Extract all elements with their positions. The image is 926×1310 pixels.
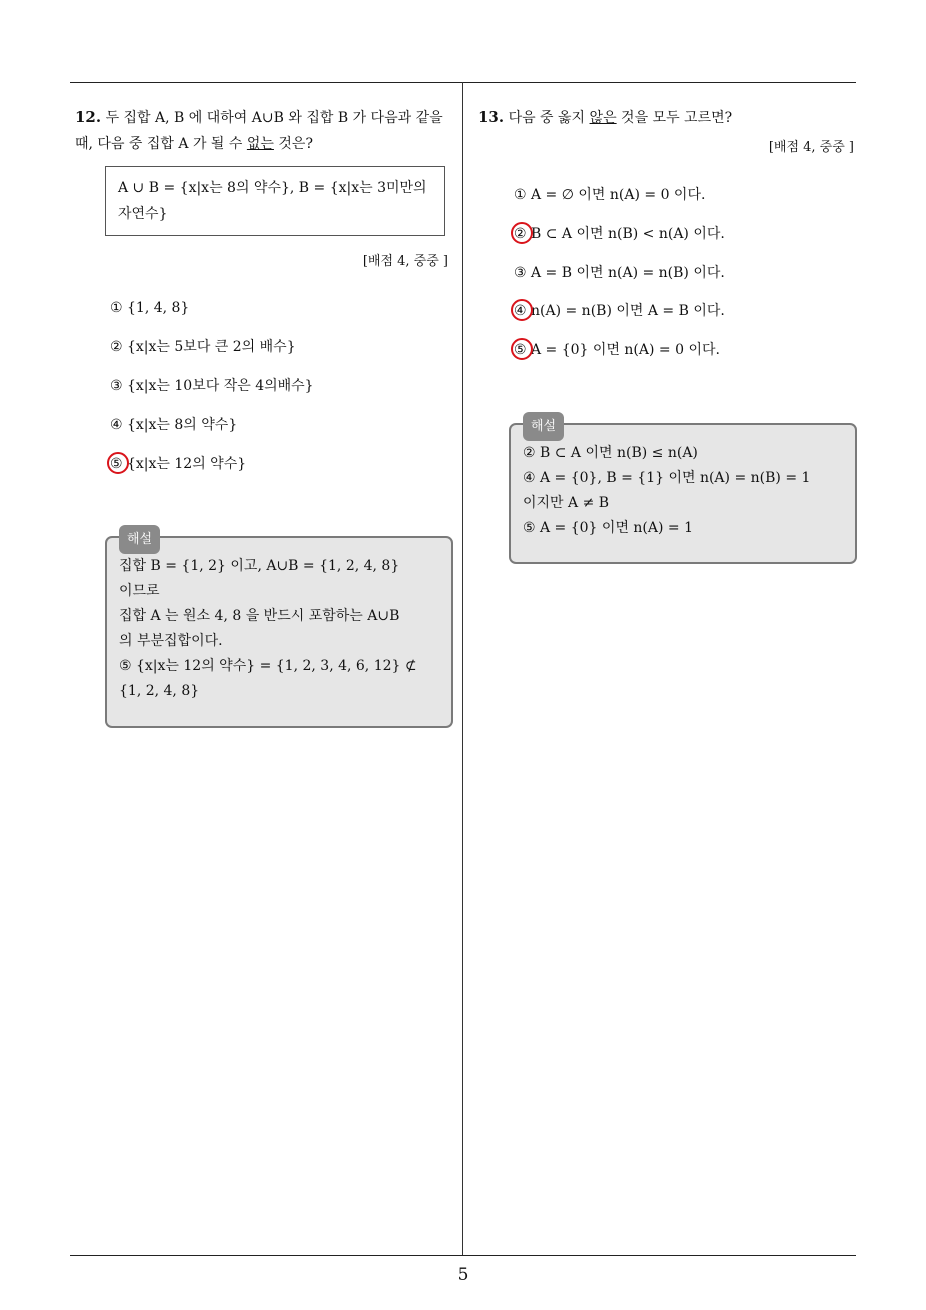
q13-choice-2-text: ② B ⊂ A 이면 n(B) < n(A) 이다. <box>514 226 725 242</box>
solution-tag: 해설 <box>119 525 160 554</box>
solution-line: ⑤ {x|x는 12의 약수} = {1, 2, 3, 4, 6, 12} ⊄ <box>119 658 417 674</box>
solution-line: ⑤ A = {0} 이면 n(A) = 1 <box>523 520 694 536</box>
question-12 <box>75 104 455 157</box>
q12-choice-2[interactable]: ② {x|x는 5보다 큰 2의 배수} <box>110 339 296 355</box>
q13-choice-5[interactable] <box>514 339 720 361</box>
q13-choice-4-text: ④ n(A) = n(B) 이면 A = B 이다. <box>514 303 725 319</box>
q12-choice-3[interactable]: ③ {x|x는 10보다 작은 4의배수} <box>110 378 314 394</box>
bottom-rule <box>70 1255 856 1256</box>
answer-circle-mark <box>511 222 533 244</box>
answer-circle-mark <box>511 299 533 321</box>
solution-line: 의 부분집합이다. <box>119 633 223 649</box>
solution-line: {1, 2, 4, 8} <box>119 683 200 699</box>
q12-choice-4[interactable]: ④ {x|x는 8의 약수} <box>110 417 238 433</box>
page-number: 5 <box>457 1265 469 1285</box>
question-underlined-word: 없는 <box>246 136 274 152</box>
solution-line: ② B ⊂ A 이면 n(B) ≤ n(A) <box>523 445 698 461</box>
question-number: 13. <box>478 108 505 126</box>
top-rule <box>70 82 856 83</box>
question-underlined-word: 않은 <box>589 110 617 126</box>
solution-line: 이므로 <box>119 583 160 599</box>
q13-choice-4[interactable] <box>514 300 725 322</box>
score-label: [배점 4, 중중 ] <box>768 140 854 155</box>
solution-line: 이지만 A ≠ B <box>523 495 610 511</box>
q13-choice-2[interactable] <box>514 223 725 245</box>
q12-choice-5-text: ⑤ {x|x는 12의 약수} <box>110 456 247 472</box>
answer-circle-mark <box>511 338 533 360</box>
q13-choice-1[interactable]: ① A = ∅ 이면 n(A) = 0 이다. <box>514 187 706 203</box>
solution-line: 집합 A 는 원소 4, 8 을 반드시 포함하는 A∪B <box>119 608 400 624</box>
answer-circle-mark <box>107 452 129 474</box>
q12-solution-box <box>105 532 453 728</box>
q12-choice-1[interactable]: ① {1, 4, 8} <box>110 300 190 316</box>
solution-tag: 해설 <box>523 412 564 441</box>
q13-choice-3[interactable]: ③ A = B 이면 n(A) = n(B) 이다. <box>514 265 725 281</box>
question-13 <box>478 104 858 131</box>
question-number: 12. <box>75 108 102 126</box>
condition-text: A ∪ B = {x|x는 8의 약수}, B = {x|x는 3미만의 자연수} <box>118 180 427 222</box>
question-text: 두 집합 A, B 에 대하여 A∪B 와 집합 B 가 다음과 같을 때, 다음 중 집합 A 가 될 수 <box>75 110 443 152</box>
score-label: [배점 4, 중중 ] <box>362 254 448 269</box>
question-text: 다음 중 옳지 <box>508 110 590 126</box>
solution-line: ④ A = {0}, B = {1} 이면 n(A) = n(B) = 1 <box>523 470 811 486</box>
q13-solution-box <box>509 419 857 564</box>
q12-choice-5[interactable] <box>110 453 246 475</box>
question-text-end: 것을 모두 고르면? <box>616 110 733 126</box>
q13-choice-5-text: ⑤ A = {0} 이면 n(A) = 0 이다. <box>514 342 720 358</box>
question-text-end: 것은? <box>273 136 313 152</box>
solution-line: 집합 B = {1, 2} 이고, A∪B = {1, 2, 4, 8} <box>119 558 400 574</box>
condition-box <box>105 166 445 236</box>
column-divider <box>462 82 463 1255</box>
